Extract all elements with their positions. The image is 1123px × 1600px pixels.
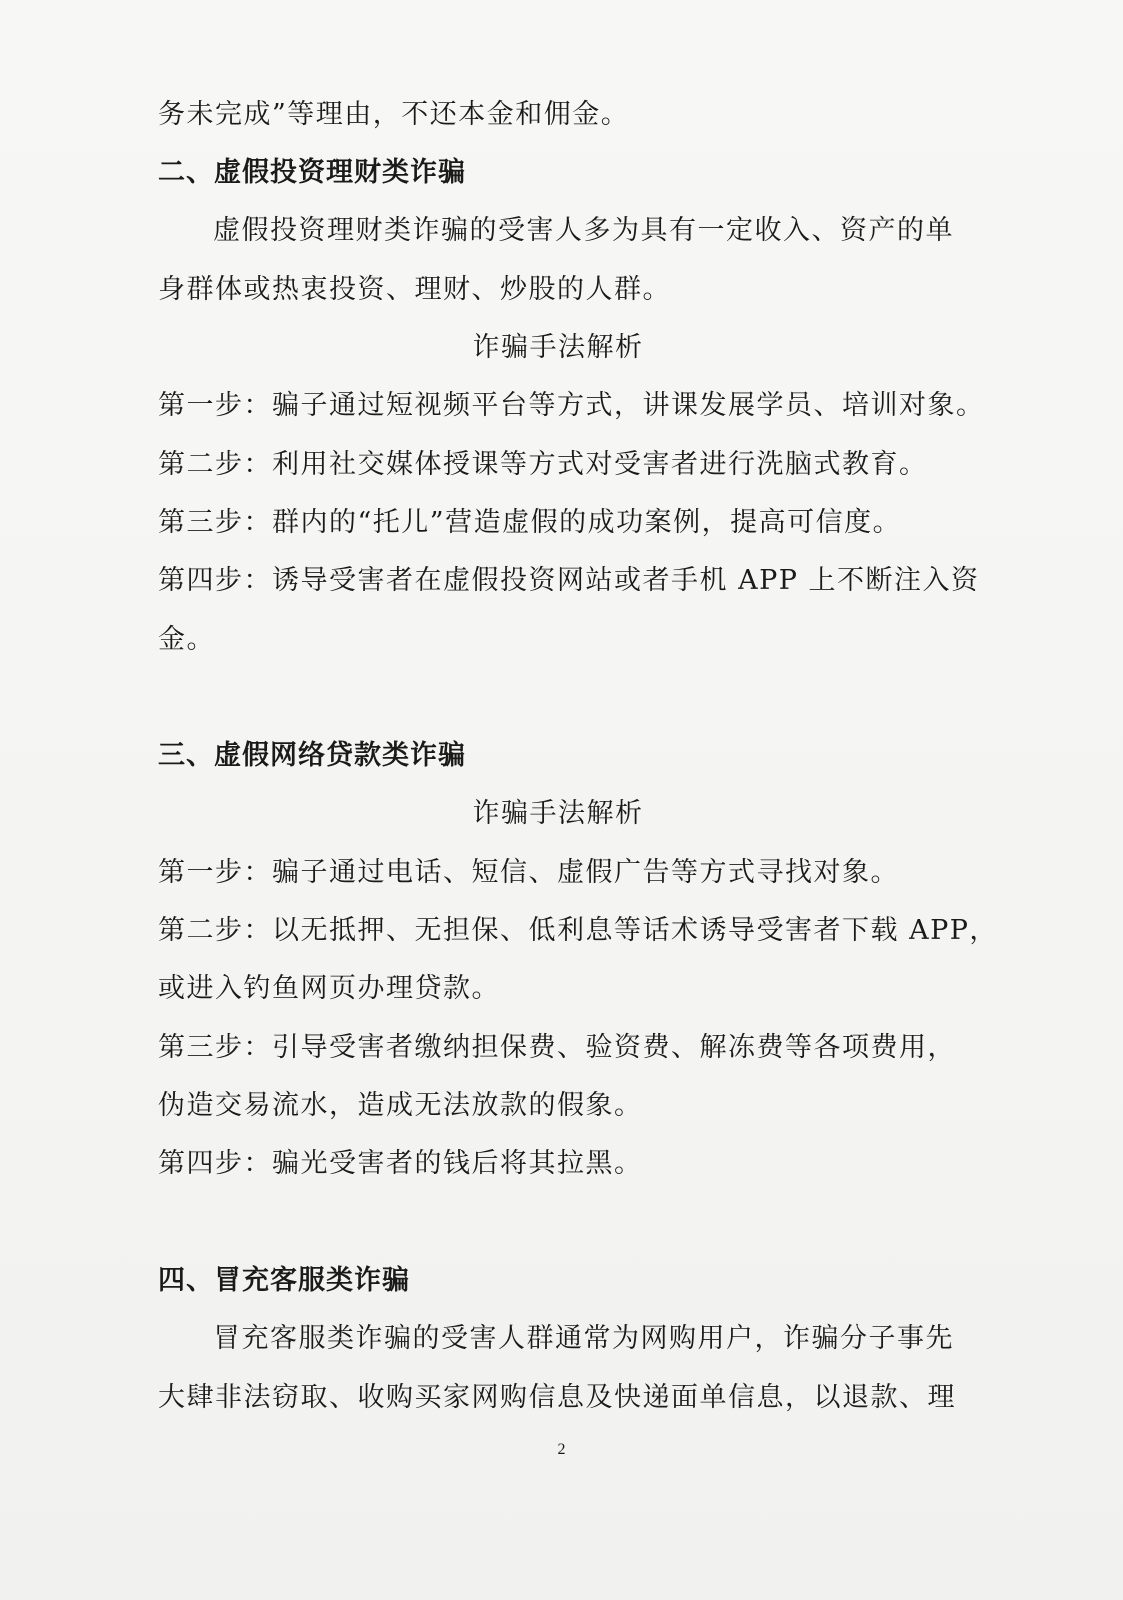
paragraph-line: 大肆非法窃取、收购买家网购信息及快递面单信息，以退款、理 <box>158 1382 956 1413</box>
section-heading: 四、冒充客服类诈骗 <box>158 1265 410 1296</box>
step-line: 第三步：引导受害者缴纳担保费、验资费、解冻费等各项费用， <box>158 1032 956 1063</box>
step-line: 第二步：利用社交媒体授课等方式对受害者进行洗脑式教育。 <box>158 449 928 480</box>
page-number: 2 <box>557 1441 566 1458</box>
paragraph-line: 虚假投资理财类诈骗的受害人多为具有一定收入、资产的单 <box>213 215 954 246</box>
step-line: 第一步：骗子通过短视频平台等方式，讲课发展学员、培训对象。 <box>158 390 985 421</box>
section-heading: 二、虚假投资理财类诈骗 <box>158 157 466 188</box>
paragraph-line: 务未完成”等理由，不还本金和佣金。 <box>158 99 630 130</box>
paragraph-line: 冒充客服类诈骗的受害人群通常为网购用户，诈骗分子事先 <box>213 1323 954 1354</box>
step-line: 第四步：诱导受害者在虚假投资网站或者手机 APP 上不断注入资 <box>158 565 980 596</box>
step-line: 第二步：以无抵押、无担保、低利息等话术诱导受害者下载 APP， <box>158 915 998 946</box>
paragraph-line: 金。 <box>158 624 215 655</box>
paragraph-line: 或进入钓鱼网页办理贷款。 <box>158 973 500 1004</box>
paragraph-line: 身群体或热衷投资、理财、炒股的人群。 <box>158 274 671 305</box>
section-heading: 三、虚假网络贷款类诈骗 <box>158 740 466 771</box>
subheading-centered: 诈骗手法解析 <box>472 798 644 829</box>
step-line: 第四步：骗光受害者的钱后将其拉黑。 <box>158 1148 643 1179</box>
subheading-centered: 诈骗手法解析 <box>472 332 644 363</box>
paragraph-line: 伪造交易流水，造成无法放款的假象。 <box>158 1090 643 1121</box>
step-line: 第三步：群内的“托儿”营造虚假的成功案例，提高可信度。 <box>158 507 902 538</box>
step-line: 第一步：骗子通过电话、短信、虚假广告等方式寻找对象。 <box>158 857 899 888</box>
